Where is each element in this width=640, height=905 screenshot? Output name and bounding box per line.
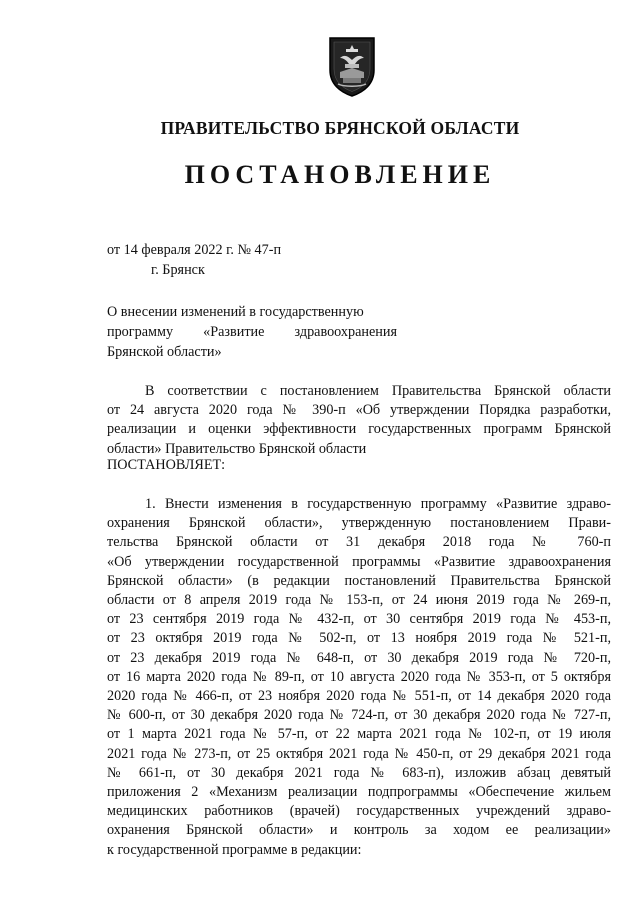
paragraph-line: от 16 марта 2020 года № 89-п, от 10 августа 2020 года № 353-п, от 5 октября — [107, 668, 611, 685]
paragraph-line: 2020 года № 466-п, от 23 ноября 2020 года № 551-п, от 14 декабря 2020 года — [107, 688, 611, 705]
paragraph-line: охранения Брянской области» и контроль за ходом ее реализации» — [107, 822, 611, 839]
document-type-title: ПОСТАНОВЛЕНИЕ — [184, 160, 496, 189]
paragraph-line: № 600-п, от 30 декабря 2020 года № 724-п, от 30 декабря 2020 года № 727-п, — [107, 707, 611, 724]
subject-line: программу «Развитие здравоохранения — [107, 324, 397, 340]
paragraph-line: тельства Брянской области от 31 декабря 2018 года № 760-п — [107, 534, 611, 551]
paragraph-line: В соответствии с постановлением Правительства Брянской области — [145, 383, 611, 399]
paragraph-line: медицинских работников (врачей) государственных учреждений здраво- — [107, 803, 611, 820]
paragraph-line: области от 8 апреля 2019 года № 153-п, от 24 июня 2019 года № 269-п, — [107, 592, 611, 609]
paragraph-line: от 24 августа 2020 года № 390-п «Об утверждении Порядка разработки, — [107, 402, 611, 419]
clause-1-paragraph — [107, 495, 611, 860]
preamble-paragraph — [107, 382, 611, 459]
paragraph-line: 2021 года № 273-п, от 25 октября 2021 года № 450-п, от 29 декабря 2021 года — [107, 745, 611, 762]
document-city: г. Брянск — [151, 262, 205, 278]
paragraph-line: «Об утверждении государственной программы «Развитие здравоохранения — [107, 553, 611, 570]
government-title: ПРАВИТЕЛЬСТВО БРЯНСКОЙ ОБЛАСТИ — [160, 118, 520, 138]
paragraph-line: реализации и оценки эффективности государственных программ Брянской — [107, 421, 611, 438]
paragraph-line: области» Правительство Брянской области — [107, 440, 367, 457]
paragraph-line: от 23 декабря 2019 года № 648-п, от 30 декабря 2019 года № 720-п, — [107, 649, 611, 666]
document-date-number: от 14 февраля 2022 г. № 47-п — [107, 242, 282, 258]
paragraph-line: 1. Внести изменения в государственную программу «Развитие здраво- — [145, 496, 611, 512]
paragraph-line: № 661-п, от 30 декабря 2021 года № 683-п), изложив абзац девятый — [107, 764, 611, 781]
paragraph-line: от 23 октября 2019 года № 502-п, от 13 ноября 2019 года № 521-п, — [107, 630, 611, 647]
document-subject — [107, 302, 397, 362]
paragraph-line: охранения Брянской области», утвержденную постановлением Прави- — [107, 515, 611, 532]
subject-line: Брянской области» — [107, 344, 222, 360]
paragraph-line: от 23 сентября 2019 года № 432-п, от 30 сентября 2019 года № 453-п, — [107, 611, 611, 628]
paragraph-line: от 1 марта 2021 года № 57-п, от 22 марта 2021 года № 102-п, от 19 июля — [107, 726, 611, 743]
paragraph-line: приложения 2 «Механизм реализации подпрограммы «Обеспечение жильем — [107, 784, 611, 801]
paragraph-line: к государственной программе в редакции: — [107, 841, 362, 858]
subject-line: О внесении изменений в государственную — [107, 304, 364, 320]
paragraph-line: Брянской области» (в редакции постановлений Правительства Брянской — [107, 572, 611, 589]
coat-of-arms-emblem — [326, 34, 378, 98]
resolves-heading: ПОСТАНОВЛЯЕТ: — [107, 457, 226, 473]
